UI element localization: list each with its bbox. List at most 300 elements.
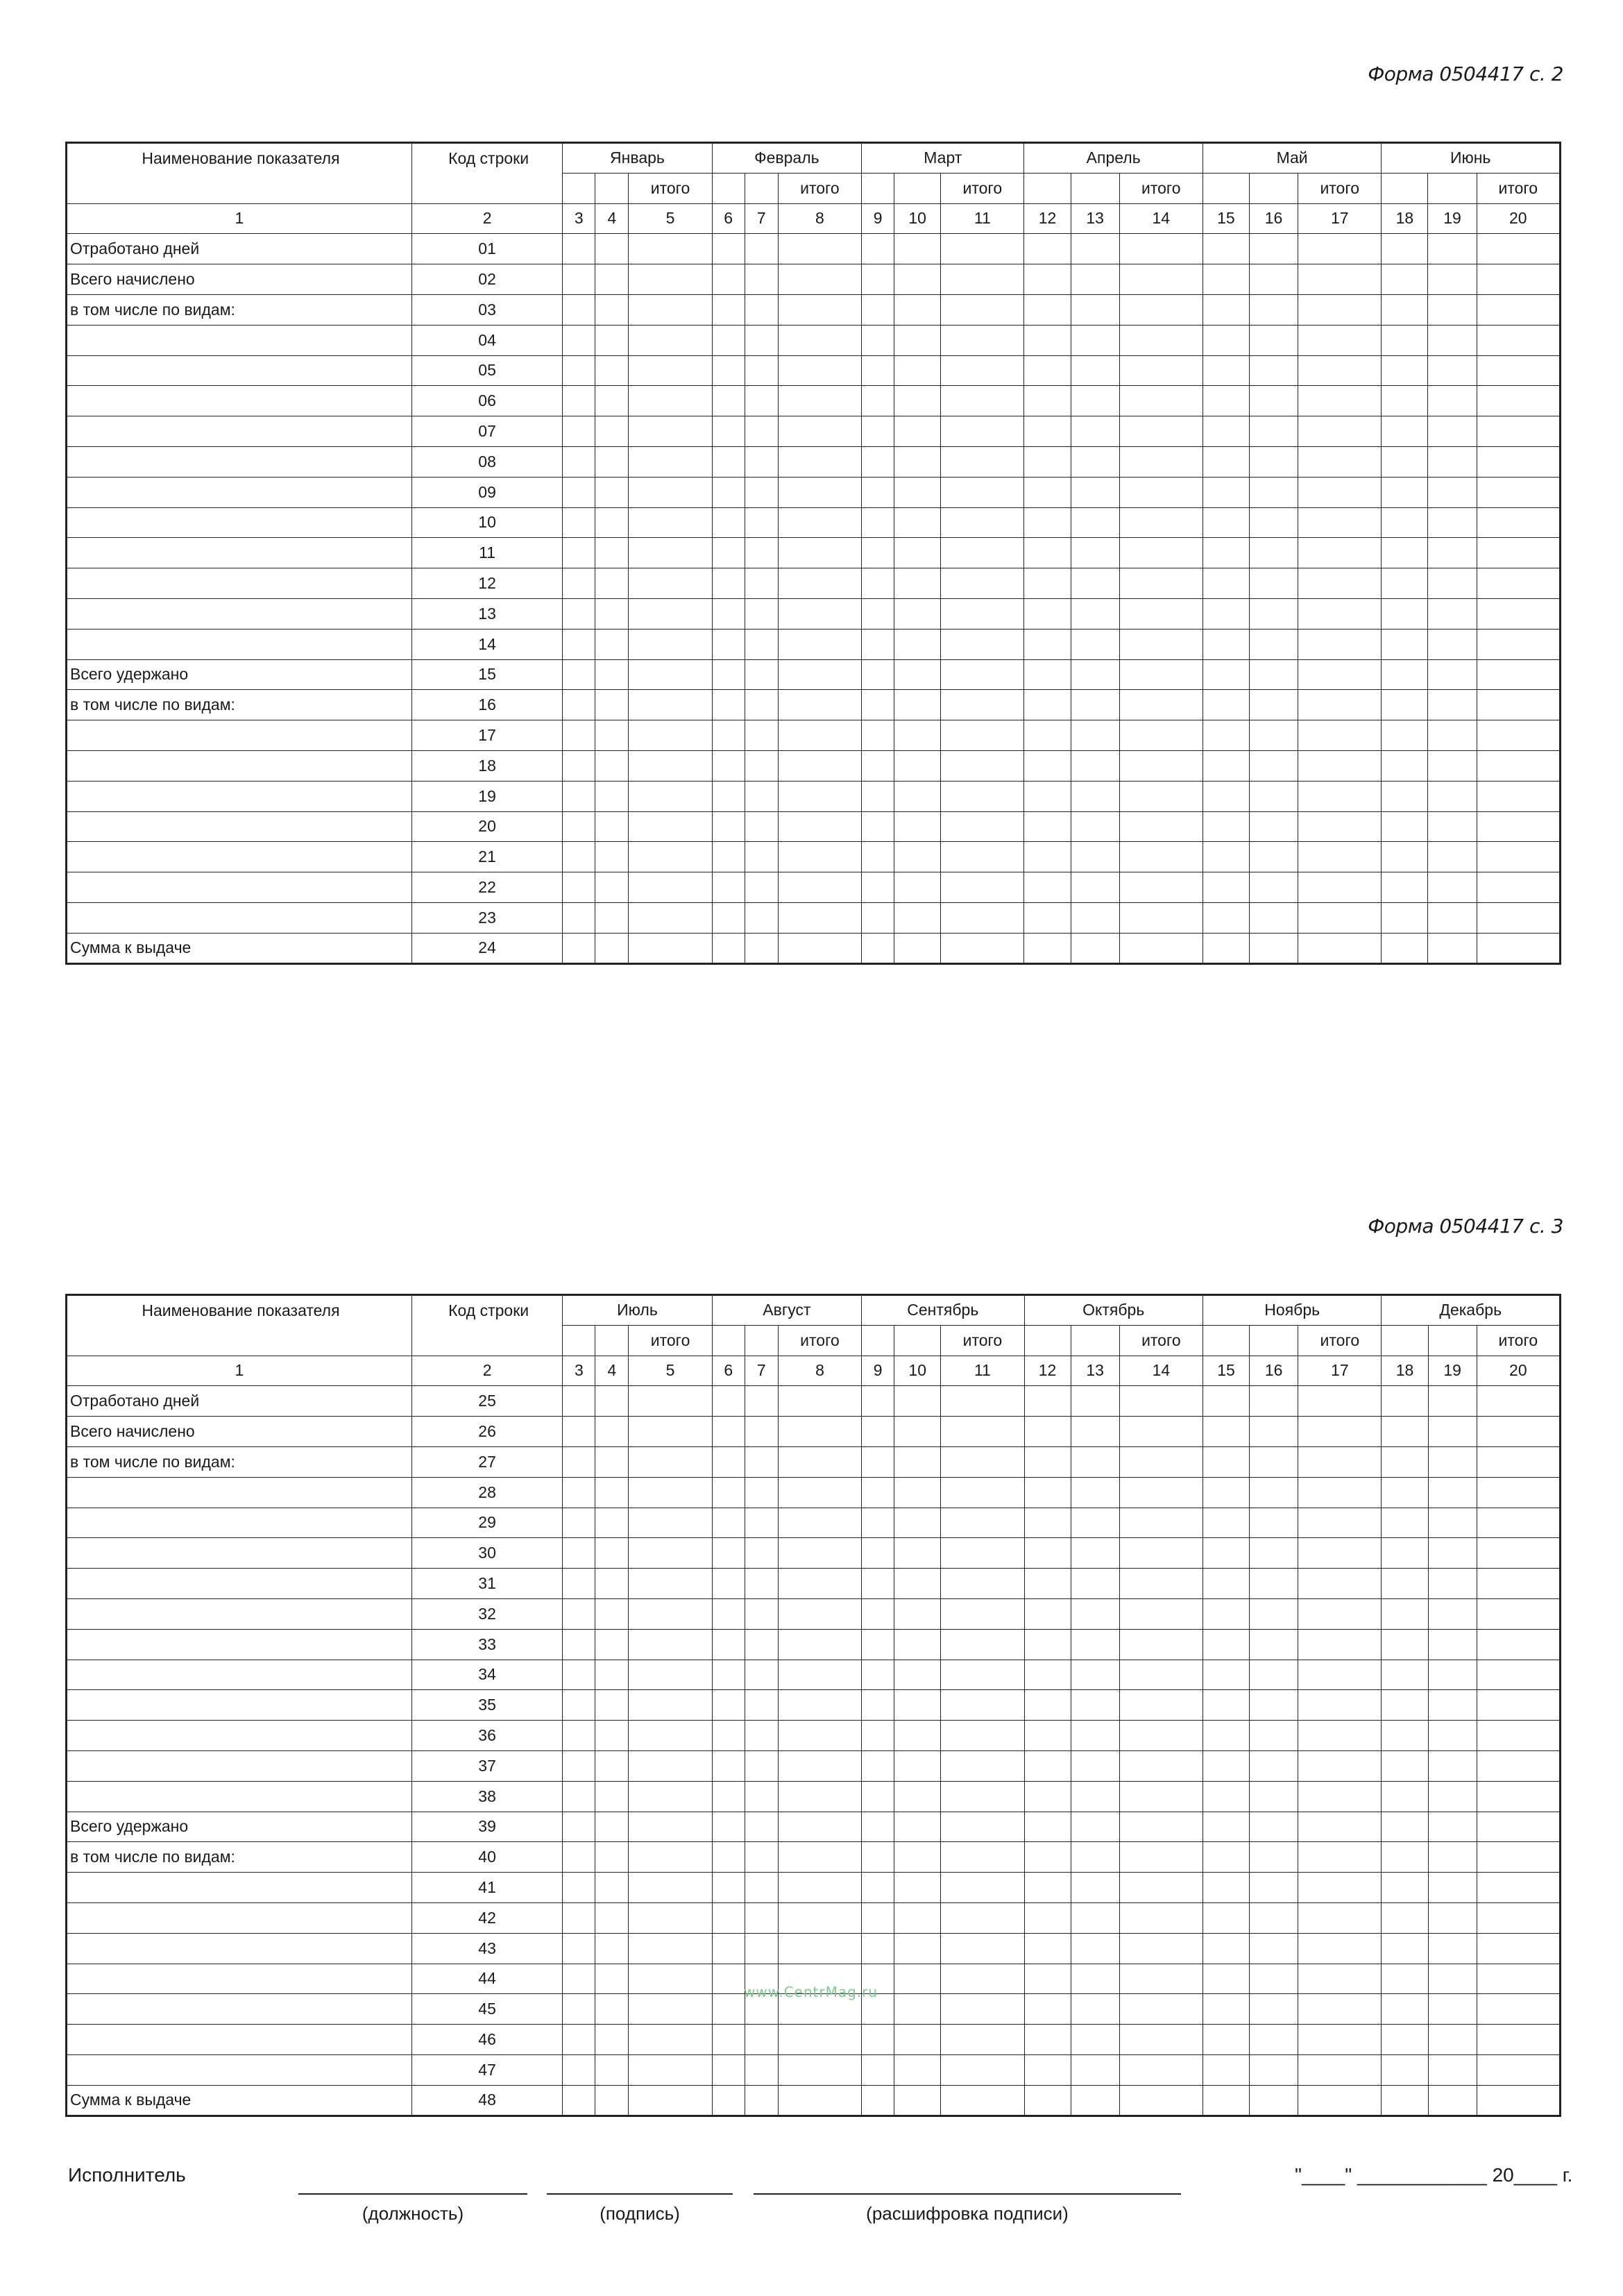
value-cell[interactable] <box>1250 477 1298 507</box>
value-cell[interactable] <box>563 1690 595 1721</box>
value-cell[interactable] <box>862 629 894 659</box>
value-cell[interactable] <box>941 1569 1024 1599</box>
value-cell[interactable] <box>1382 1994 1428 2025</box>
value-cell[interactable] <box>629 1994 712 2025</box>
value-cell[interactable] <box>595 872 629 903</box>
value-cell[interactable] <box>1203 477 1249 507</box>
value-cell[interactable] <box>1119 1750 1203 1781</box>
value-cell[interactable] <box>1428 538 1477 568</box>
value-cell[interactable] <box>712 507 745 538</box>
value-cell[interactable] <box>1024 902 1071 933</box>
value-cell[interactable] <box>1203 234 1249 264</box>
value-cell[interactable] <box>595 1508 629 1538</box>
value-cell[interactable] <box>595 386 629 416</box>
value-cell[interactable] <box>745 1902 778 1933</box>
value-cell[interactable] <box>712 1386 745 1417</box>
value-cell[interactable] <box>595 1446 629 1477</box>
value-cell[interactable] <box>712 750 745 781</box>
value-cell[interactable] <box>1428 1386 1477 1417</box>
value-cell[interactable] <box>1298 1660 1382 1690</box>
value-cell[interactable] <box>1024 446 1071 477</box>
value-cell[interactable] <box>595 1598 629 1629</box>
value-cell[interactable] <box>1119 1446 1203 1477</box>
value-cell[interactable] <box>1477 2054 1560 2085</box>
value-cell[interactable] <box>1071 629 1119 659</box>
value-cell[interactable] <box>595 1781 629 1812</box>
value-cell[interactable] <box>1250 1629 1298 1660</box>
value-cell[interactable] <box>1298 2085 1382 2116</box>
value-cell[interactable] <box>1071 872 1119 903</box>
value-cell[interactable] <box>1428 902 1477 933</box>
value-cell[interactable] <box>1477 1446 1560 1477</box>
value-cell[interactable] <box>745 1508 778 1538</box>
value-cell[interactable] <box>745 1781 778 1812</box>
value-cell[interactable] <box>563 1933 595 1964</box>
value-cell[interactable] <box>712 1812 745 1842</box>
value-cell[interactable] <box>778 1446 861 1477</box>
value-cell[interactable] <box>862 1750 894 1781</box>
value-cell[interactable] <box>745 446 778 477</box>
value-cell[interactable] <box>1203 264 1249 295</box>
value-cell[interactable] <box>595 1569 629 1599</box>
value-cell[interactable] <box>1119 659 1203 690</box>
value-cell[interactable] <box>1382 1538 1428 1569</box>
value-cell[interactable] <box>563 234 595 264</box>
value-cell[interactable] <box>1071 1994 1119 2025</box>
value-cell[interactable] <box>862 538 894 568</box>
value-cell[interactable] <box>1382 416 1428 447</box>
value-cell[interactable] <box>1250 781 1298 811</box>
value-cell[interactable] <box>712 294 745 325</box>
value-cell[interactable] <box>1428 811 1477 842</box>
value-cell[interactable] <box>894 1417 941 1447</box>
value-cell[interactable] <box>712 1902 745 1933</box>
value-cell[interactable] <box>712 2054 745 2085</box>
value-cell[interactable] <box>629 264 712 295</box>
value-cell[interactable] <box>1428 477 1477 507</box>
value-cell[interactable] <box>595 750 629 781</box>
value-cell[interactable] <box>1071 234 1119 264</box>
value-cell[interactable] <box>1024 477 1071 507</box>
value-cell[interactable] <box>1024 811 1071 842</box>
value-cell[interactable] <box>894 781 941 811</box>
value-cell[interactable] <box>1203 1994 1249 2025</box>
value-cell[interactable] <box>941 1690 1024 1721</box>
value-cell[interactable] <box>1203 933 1249 963</box>
value-cell[interactable] <box>1024 1569 1071 1599</box>
value-cell[interactable] <box>1024 1964 1071 1994</box>
value-cell[interactable] <box>745 781 778 811</box>
value-cell[interactable] <box>1203 1750 1249 1781</box>
value-cell[interactable] <box>1203 1629 1249 1660</box>
value-cell[interactable] <box>1382 659 1428 690</box>
value-cell[interactable] <box>629 933 712 963</box>
value-cell[interactable] <box>1428 1446 1477 1477</box>
value-cell[interactable] <box>1428 1873 1477 1903</box>
value-cell[interactable] <box>1298 1386 1382 1417</box>
value-cell[interactable] <box>941 1660 1024 1690</box>
value-cell[interactable] <box>1382 1598 1428 1629</box>
value-cell[interactable] <box>778 2025 861 2055</box>
value-cell[interactable] <box>1298 1994 1382 2025</box>
value-cell[interactable] <box>778 325 861 355</box>
value-cell[interactable] <box>1477 1477 1560 1508</box>
value-cell[interactable] <box>1024 1598 1071 1629</box>
value-cell[interactable] <box>1477 1812 1560 1842</box>
value-cell[interactable] <box>595 933 629 963</box>
value-cell[interactable] <box>1250 1750 1298 1781</box>
value-cell[interactable] <box>778 781 861 811</box>
value-cell[interactable] <box>1071 1842 1119 1873</box>
value-cell[interactable] <box>1024 2025 1071 2055</box>
value-cell[interactable] <box>778 1781 861 1812</box>
value-cell[interactable] <box>1024 720 1071 751</box>
value-cell[interactable] <box>1382 872 1428 903</box>
value-cell[interactable] <box>595 842 629 872</box>
value-cell[interactable] <box>1477 325 1560 355</box>
value-cell[interactable] <box>1477 1690 1560 1721</box>
value-cell[interactable] <box>894 1629 941 1660</box>
value-cell[interactable] <box>1298 1598 1382 1629</box>
value-cell[interactable] <box>1382 781 1428 811</box>
value-cell[interactable] <box>894 902 941 933</box>
value-cell[interactable] <box>1119 720 1203 751</box>
value-cell[interactable] <box>1024 234 1071 264</box>
value-cell[interactable] <box>1428 1933 1477 1964</box>
value-cell[interactable] <box>712 1994 745 2025</box>
value-cell[interactable] <box>1203 659 1249 690</box>
value-cell[interactable] <box>629 750 712 781</box>
value-cell[interactable] <box>1298 811 1382 842</box>
value-cell[interactable] <box>1428 1598 1477 1629</box>
value-cell[interactable] <box>712 2025 745 2055</box>
value-cell[interactable] <box>1119 781 1203 811</box>
value-cell[interactable] <box>712 355 745 386</box>
value-cell[interactable] <box>941 1721 1024 1751</box>
value-cell[interactable] <box>1382 1964 1428 1994</box>
value-cell[interactable] <box>1298 325 1382 355</box>
value-cell[interactable] <box>1250 416 1298 447</box>
value-cell[interactable] <box>595 1964 629 1994</box>
value-cell[interactable] <box>595 1629 629 1660</box>
value-cell[interactable] <box>894 811 941 842</box>
value-cell[interactable] <box>1382 1508 1428 1538</box>
value-cell[interactable] <box>1382 1446 1428 1477</box>
value-cell[interactable] <box>862 1446 894 1477</box>
value-cell[interactable] <box>1382 629 1428 659</box>
value-cell[interactable] <box>563 1781 595 1812</box>
value-cell[interactable] <box>894 1660 941 1690</box>
value-cell[interactable] <box>563 2025 595 2055</box>
value-cell[interactable] <box>1119 446 1203 477</box>
value-cell[interactable] <box>1024 750 1071 781</box>
value-cell[interactable] <box>1298 659 1382 690</box>
value-cell[interactable] <box>1250 659 1298 690</box>
value-cell[interactable] <box>778 872 861 903</box>
value-cell[interactable] <box>1298 2025 1382 2055</box>
value-cell[interactable] <box>1250 1902 1298 1933</box>
value-cell[interactable] <box>1024 1446 1071 1477</box>
value-cell[interactable] <box>1382 1417 1428 1447</box>
value-cell[interactable] <box>629 1477 712 1508</box>
value-cell[interactable] <box>1071 1781 1119 1812</box>
value-cell[interactable] <box>1382 1902 1428 1933</box>
value-cell[interactable] <box>778 264 861 295</box>
value-cell[interactable] <box>1477 598 1560 629</box>
value-cell[interactable] <box>1203 842 1249 872</box>
value-cell[interactable] <box>563 872 595 903</box>
value-cell[interactable] <box>862 1842 894 1873</box>
value-cell[interactable] <box>1382 1812 1428 1842</box>
value-cell[interactable] <box>1119 294 1203 325</box>
value-cell[interactable] <box>894 1538 941 1569</box>
value-cell[interactable] <box>1071 1873 1119 1903</box>
value-cell[interactable] <box>862 2025 894 2055</box>
value-cell[interactable] <box>1203 690 1249 720</box>
value-cell[interactable] <box>629 1812 712 1842</box>
value-cell[interactable] <box>894 1569 941 1599</box>
value-cell[interactable] <box>1477 872 1560 903</box>
value-cell[interactable] <box>745 1873 778 1903</box>
value-cell[interactable] <box>1119 750 1203 781</box>
value-cell[interactable] <box>1119 2054 1203 2085</box>
value-cell[interactable] <box>629 355 712 386</box>
value-cell[interactable] <box>1298 781 1382 811</box>
value-cell[interactable] <box>1024 1629 1071 1660</box>
value-cell[interactable] <box>894 690 941 720</box>
value-cell[interactable] <box>1119 538 1203 568</box>
value-cell[interactable] <box>1428 1781 1477 1812</box>
value-cell[interactable] <box>1298 386 1382 416</box>
value-cell[interactable] <box>1477 1842 1560 1873</box>
value-cell[interactable] <box>629 507 712 538</box>
value-cell[interactable] <box>862 842 894 872</box>
value-cell[interactable] <box>629 629 712 659</box>
value-cell[interactable] <box>941 629 1024 659</box>
value-cell[interactable] <box>1382 355 1428 386</box>
value-cell[interactable] <box>1119 1842 1203 1873</box>
value-cell[interactable] <box>712 690 745 720</box>
value-cell[interactable] <box>941 690 1024 720</box>
value-cell[interactable] <box>862 1873 894 1903</box>
value-cell[interactable] <box>1477 1933 1560 1964</box>
value-cell[interactable] <box>1428 386 1477 416</box>
value-cell[interactable] <box>1203 1538 1249 1569</box>
value-cell[interactable] <box>595 659 629 690</box>
value-cell[interactable] <box>778 1933 861 1964</box>
value-cell[interactable] <box>563 325 595 355</box>
value-cell[interactable] <box>629 720 712 751</box>
value-cell[interactable] <box>1071 1812 1119 1842</box>
value-cell[interactable] <box>1477 1538 1560 1569</box>
value-cell[interactable] <box>1119 325 1203 355</box>
value-cell[interactable] <box>1477 1750 1560 1781</box>
value-cell[interactable] <box>712 1690 745 1721</box>
value-cell[interactable] <box>745 1660 778 1690</box>
value-cell[interactable] <box>862 294 894 325</box>
value-cell[interactable] <box>1382 1933 1428 1964</box>
value-cell[interactable] <box>894 325 941 355</box>
value-cell[interactable] <box>894 416 941 447</box>
value-cell[interactable] <box>1119 477 1203 507</box>
value-cell[interactable] <box>1250 355 1298 386</box>
value-cell[interactable] <box>1298 1873 1382 1903</box>
value-cell[interactable] <box>595 902 629 933</box>
value-cell[interactable] <box>1428 720 1477 751</box>
value-cell[interactable] <box>1203 1721 1249 1751</box>
value-cell[interactable] <box>712 1417 745 1447</box>
value-cell[interactable] <box>563 2054 595 2085</box>
value-cell[interactable] <box>745 2085 778 2116</box>
value-cell[interactable] <box>1024 872 1071 903</box>
value-cell[interactable] <box>1428 1538 1477 1569</box>
value-cell[interactable] <box>595 598 629 629</box>
value-cell[interactable] <box>1298 416 1382 447</box>
value-cell[interactable] <box>629 294 712 325</box>
value-cell[interactable] <box>778 598 861 629</box>
value-cell[interactable] <box>629 872 712 903</box>
value-cell[interactable] <box>1203 2085 1249 2116</box>
value-cell[interactable] <box>563 538 595 568</box>
value-cell[interactable] <box>1203 811 1249 842</box>
value-cell[interactable] <box>563 1538 595 1569</box>
value-cell[interactable] <box>1298 1538 1382 1569</box>
value-cell[interactable] <box>1428 2085 1477 2116</box>
value-cell[interactable] <box>1382 1842 1428 1873</box>
value-cell[interactable] <box>1024 1417 1071 1447</box>
value-cell[interactable] <box>595 446 629 477</box>
value-cell[interactable] <box>563 1842 595 1873</box>
value-cell[interactable] <box>563 933 595 963</box>
value-cell[interactable] <box>778 842 861 872</box>
value-cell[interactable] <box>712 1508 745 1538</box>
value-cell[interactable] <box>1071 1721 1119 1751</box>
value-cell[interactable] <box>941 477 1024 507</box>
value-cell[interactable] <box>629 1660 712 1690</box>
value-cell[interactable] <box>1250 1812 1298 1842</box>
value-cell[interactable] <box>745 264 778 295</box>
value-cell[interactable] <box>894 1508 941 1538</box>
value-cell[interactable] <box>1298 690 1382 720</box>
value-cell[interactable] <box>563 1994 595 2025</box>
value-cell[interactable] <box>1298 1508 1382 1538</box>
value-cell[interactable] <box>894 1750 941 1781</box>
value-cell[interactable] <box>1071 1598 1119 1629</box>
value-cell[interactable] <box>712 872 745 903</box>
value-cell[interactable] <box>1024 1933 1071 1964</box>
value-cell[interactable] <box>862 750 894 781</box>
value-cell[interactable] <box>1024 1812 1071 1842</box>
value-cell[interactable] <box>1250 234 1298 264</box>
value-cell[interactable] <box>894 1964 941 1994</box>
value-cell[interactable] <box>563 1477 595 1508</box>
value-cell[interactable] <box>745 720 778 751</box>
value-cell[interactable] <box>1203 568 1249 599</box>
value-cell[interactable] <box>745 386 778 416</box>
value-cell[interactable] <box>712 1629 745 1660</box>
value-cell[interactable] <box>1119 1721 1203 1751</box>
value-cell[interactable] <box>1428 355 1477 386</box>
value-cell[interactable] <box>1428 234 1477 264</box>
value-cell[interactable] <box>941 507 1024 538</box>
value-cell[interactable] <box>941 720 1024 751</box>
value-cell[interactable] <box>1250 1508 1298 1538</box>
value-cell[interactable] <box>712 1842 745 1873</box>
value-cell[interactable] <box>712 1569 745 1599</box>
value-cell[interactable] <box>1119 842 1203 872</box>
value-cell[interactable] <box>1203 902 1249 933</box>
value-cell[interactable] <box>629 1750 712 1781</box>
value-cell[interactable] <box>1071 750 1119 781</box>
value-cell[interactable] <box>1477 842 1560 872</box>
value-cell[interactable] <box>778 477 861 507</box>
value-cell[interactable] <box>1428 1721 1477 1751</box>
value-cell[interactable] <box>941 446 1024 477</box>
value-cell[interactable] <box>894 1386 941 1417</box>
value-cell[interactable] <box>1298 1781 1382 1812</box>
value-cell[interactable] <box>941 2025 1024 2055</box>
value-cell[interactable] <box>1024 538 1071 568</box>
value-cell[interactable] <box>595 1538 629 1569</box>
value-cell[interactable] <box>1024 386 1071 416</box>
value-cell[interactable] <box>1298 1842 1382 1873</box>
value-cell[interactable] <box>941 1477 1024 1508</box>
value-cell[interactable] <box>1298 720 1382 751</box>
value-cell[interactable] <box>595 1994 629 2025</box>
value-cell[interactable] <box>1024 1721 1071 1751</box>
value-cell[interactable] <box>1071 1508 1119 1538</box>
value-cell[interactable] <box>1024 1902 1071 1933</box>
value-cell[interactable] <box>712 416 745 447</box>
value-cell[interactable] <box>862 2054 894 2085</box>
value-cell[interactable] <box>862 902 894 933</box>
value-cell[interactable] <box>778 720 861 751</box>
value-cell[interactable] <box>595 811 629 842</box>
value-cell[interactable] <box>941 264 1024 295</box>
value-cell[interactable] <box>1477 690 1560 720</box>
value-cell[interactable] <box>862 1417 894 1447</box>
value-cell[interactable] <box>862 568 894 599</box>
value-cell[interactable] <box>745 1598 778 1629</box>
value-cell[interactable] <box>1298 234 1382 264</box>
value-cell[interactable] <box>595 1477 629 1508</box>
value-cell[interactable] <box>745 538 778 568</box>
value-cell[interactable] <box>1382 386 1428 416</box>
value-cell[interactable] <box>1250 507 1298 538</box>
value-cell[interactable] <box>1477 902 1560 933</box>
value-cell[interactable] <box>941 1964 1024 1994</box>
value-cell[interactable] <box>563 659 595 690</box>
value-cell[interactable] <box>1298 355 1382 386</box>
value-cell[interactable] <box>712 1721 745 1751</box>
value-cell[interactable] <box>1119 1933 1203 1964</box>
value-cell[interactable] <box>894 234 941 264</box>
value-cell[interactable] <box>1250 2054 1298 2085</box>
value-cell[interactable] <box>862 477 894 507</box>
value-cell[interactable] <box>712 1660 745 1690</box>
value-cell[interactable] <box>595 2025 629 2055</box>
value-cell[interactable] <box>894 598 941 629</box>
value-cell[interactable] <box>1203 1598 1249 1629</box>
value-cell[interactable] <box>862 2085 894 2116</box>
value-cell[interactable] <box>595 781 629 811</box>
value-cell[interactable] <box>1428 842 1477 872</box>
value-cell[interactable] <box>563 2085 595 2116</box>
value-cell[interactable] <box>862 325 894 355</box>
value-cell[interactable] <box>862 598 894 629</box>
value-cell[interactable] <box>745 1629 778 1660</box>
value-cell[interactable] <box>595 477 629 507</box>
